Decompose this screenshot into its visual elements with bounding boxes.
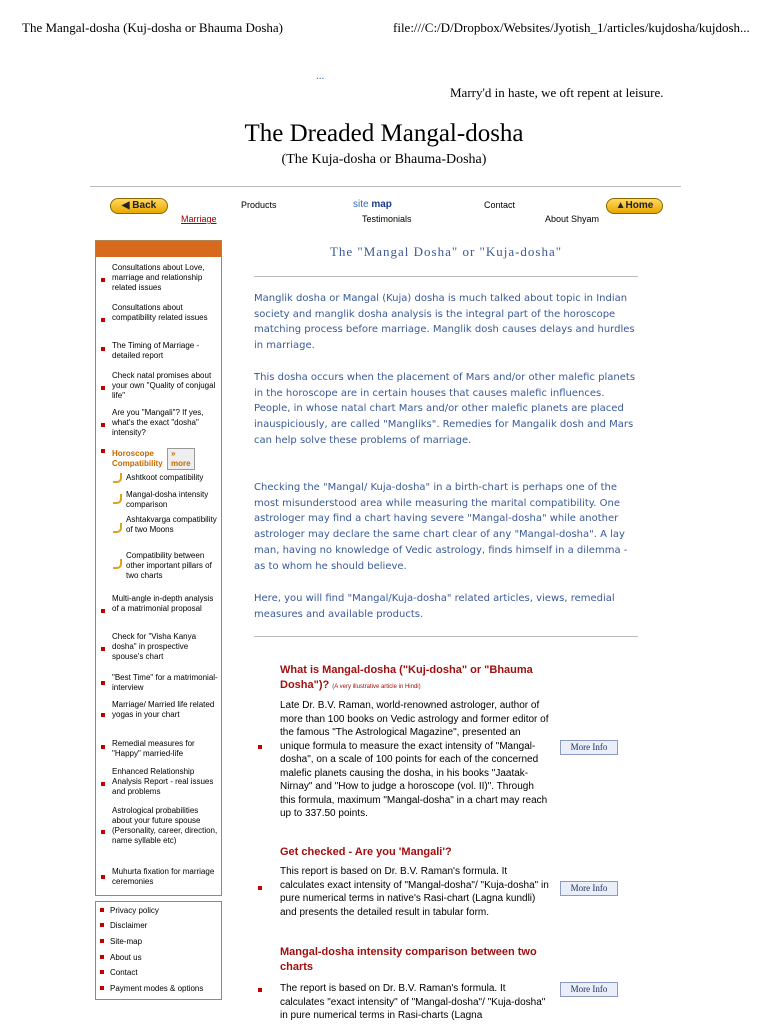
sidebar-sub-ashtkoot[interactable] [126,473,221,483]
sidebar-item-label: Multi-angle in-depth analysis of a matrimonial proposal [112,594,214,613]
article-body: This report is based on Dr. B.V. Raman's formula. It calculates exact intensity of "Mangal-dosha"/ "Kuja-dosha" in pure numerical terms in native's Rasi-chart (Lagna kundli) and presents the detailed result in tabular form. [280,866,549,918]
bullet-icon [101,278,105,282]
link-label: Disclaimer [110,921,148,930]
sidebar-item-label: Astrological probabilities about your future spouse (Personality, career, direction, name syllable etc) [112,806,218,845]
sidebar-item-horoscope-compat[interactable] [112,449,191,469]
sidebar-item-label: Enhanced Relationship Analysis Report - real issues and problems [112,767,214,796]
more-arrow-icon: » [171,449,176,458]
article-title[interactable] [280,663,556,695]
link-label: Privacy policy [110,906,159,915]
article-title[interactable]: Mangal-dosha intensity comparison between two charts [280,946,537,973]
sidebar-item-label: Check for "Visha Kanya dosha" in prospective spouse's chart [112,632,197,661]
article-body: Late Dr. B.V. Raman, world-renowned astrologer, author of more than 100 books on Vedic astrology and former editor of the famous "The Astrological Magazine", presented an unique formula to measure the exact intensity of "Mangal-dosha", on a scale of 100 points for each of the concerned malefic planets causing the dosha, in his books "Jaatak-Nirnay" and "How to judge a horoscope (vol. II)". Through this formula, maximum "Mangal-dosha" in a chart may reach up to 337.50 points. [280,700,549,819]
bullet-icon [100,908,104,912]
sidebar-item-label: Check natal promises about your own "Quality of conjugal life" [112,371,216,400]
page-subheading: (The Kuja-dosha or Bhauma-Dosha) [281,152,487,167]
bullet-icon [100,923,104,927]
page-url: file:///C:/D/Dropbox/Websites/Jyotish_1/articles/kujdosha/kujdosh... [393,20,750,35]
bullet-icon [101,386,105,390]
sidebar-item-label: Remedial measures for "Happy" married-life [112,739,195,758]
article-title[interactable]: Get checked - Are you 'Mangali'? [280,846,452,858]
article-note: (A very illustrative article in Hindi) [332,684,421,690]
sidebar-item-yogas[interactable] [112,700,220,720]
sidebar-item-label: Consultations about compatibility related issues [112,303,208,322]
section-divider [254,276,638,277]
bullet-icon [100,986,104,990]
sitemap-label-b: map [371,199,392,210]
bullet-icon [101,609,105,613]
bullet-icon [101,681,105,685]
article-title-text: What is Mangal-dosha ("Kuj-dosha" or "Bhauma Dosha")? [280,664,533,691]
more-info-button[interactable]: More Info [560,740,618,755]
sidebar-sub-mangal-compare[interactable] [126,490,221,510]
nav-link-testimonials[interactable]: Testimonials [362,214,412,224]
intro-paragraph-1: Manglik dosha or Mangal (Kuja) dosha is much talked about topic in Indian society and manglik dosha analysis is the integral part of the horoscope matching process before marriage. Manglik dosh causes delays and hurdles in marriage. [254,293,635,352]
sidebar-item-future-spouse[interactable] [112,806,220,846]
link-label: About us [110,953,142,962]
section-heading: The "Mangal Dosha" or "Kuja-dosha" [329,244,563,259]
nav-link-contact[interactable]: Contact [484,200,516,210]
sidebar-item-compat-consult[interactable] [112,303,220,323]
bullet-icon [101,318,105,322]
sidebar-item-love-consult[interactable] [112,263,220,293]
back-button[interactable] [110,198,168,214]
sidebar-sub-label: Mangal-dosha intensity comparison [126,490,209,509]
sidebar-item-remedial[interactable] [112,739,220,759]
bullet-icon [101,423,105,427]
sidebar-item-label: Consultations about Love, marriage and relationship related issues [112,263,205,292]
sidebar-item-label: Marriage/ Married life related yogas in your chart [112,700,215,719]
article-body: The report is based on Dr. B.V. Raman's formula. It calculates "exact intensity" of "Mangal-dosha"/ "Kuja-dosha" in pure numerical terms in Rasi-charts (Lagna [280,983,546,1021]
bullet-icon [258,886,262,890]
sidebar-sub-ashtakvarga[interactable] [126,515,221,535]
nav-link-sitemap[interactable] [353,199,392,210]
sidebar-sub-pillars[interactable] [126,551,221,581]
bullet-icon [100,970,104,974]
intro-paragraph-4: Here, you will find "Mangal/Kuja-dosha" related articles, views, remedial measures and available products. [254,593,615,620]
hook-icon [113,559,122,569]
nav-link-products[interactable]: Products [241,200,277,210]
sidebar-sub-label: Compatibility between other important pillars of two charts [126,551,212,580]
hook-icon [113,523,122,533]
home-label: Home [625,200,654,211]
bullet-icon [101,782,105,786]
link-label: Payment modes & options [110,984,204,993]
bullet-icon [258,988,262,992]
link-label: Site-map [110,937,143,946]
sidebar-menu [95,240,222,896]
sidebar-item-best-time[interactable] [112,673,220,693]
intro-paragraph-3: Checking the "Mangal/ Kuja-dosha" in a birth-chart is perhaps one of the most misunderstood area while measuring the marital compatibility. One astrologer may find a chart having severe "Mangal-dosha" while another astrologer may declare the same chart clear of any "Mangal-dosha". A lay man, having no knowledge of Vedic astrology, finds himself in a dilemma - as to whom he should believe. [254,482,628,572]
sidebar-sub-label: Ashtakvarga compatibility of two Moons [126,515,217,534]
sidebar-item-visha-kanya[interactable] [112,632,220,662]
sidebar-item-label: Muhurta fixation for marriage ceremonies [112,867,215,886]
nav-link-marriage[interactable]: Marriage [181,214,217,224]
sidebar-item-label: Horoscope Compatibility [112,449,163,468]
link-privacy[interactable] [110,906,159,915]
home-button[interactable] [606,198,663,214]
bullet-icon [100,955,104,959]
bullet-icon [101,875,105,879]
hook-icon [113,473,122,483]
header-divider [90,186,681,187]
ellipsis-text: ... [316,70,325,82]
sitemap-label-a: site [353,199,369,210]
link-contact[interactable] [110,968,138,977]
page-title-bar: The Mangal-dosha (Kuj-dosha or Bhauma Dosha) [22,20,284,35]
sidebar-sub-label: Ashtkoot compatibility [126,473,204,482]
bullet-icon [101,347,105,351]
nav-link-about[interactable]: About Shyam [545,214,600,224]
sidebar-item-muhurta[interactable] [112,867,220,887]
link-label: Contact [110,968,138,977]
bullet-icon [101,449,105,453]
more-info-button[interactable]: More Info [560,881,618,896]
sidebar-item-label: "Best Time" for a matrimonial-interview [112,673,218,692]
sidebar-links-box [95,901,222,1000]
bullet-icon [101,647,105,651]
link-payment[interactable] [110,984,203,993]
intro-paragraph-2: This dosha occurs when the placement of Mars and/or other malefic planets in the horoscope are in certain houses that causes malefic influences. People, in whose natal chart Mars and/or other malefic planets are placed inauspiciously, are called "Mangliks". Remedies for Mangalik dosh and Mars can help solve these problems of marriage. [254,372,636,446]
sidebar-item-label: Are you "Mangali"? If yes, what's the exact "dosha" intensity? [112,408,204,437]
hook-icon [113,494,122,504]
bullet-icon [101,713,105,717]
motto-quote: Marry'd in haste, we oft repent at leisure. [450,85,664,100]
more-button[interactable] [167,448,195,470]
sidebar-item-timing[interactable] [112,341,220,361]
home-icon: ▲ [615,200,626,211]
sidebar-item-enhanced[interactable] [112,767,220,797]
more-info-button[interactable]: More Info [560,982,618,997]
link-disclaimer[interactable] [110,921,147,930]
more-label: more [171,459,191,468]
sidebar-header-bar [96,241,221,257]
link-about-us[interactable] [110,953,142,962]
sidebar-item-label: The Timing of Marriage - detailed report [112,341,200,360]
section-divider [254,636,638,637]
bullet-icon [258,745,262,749]
sidebar-item-natal[interactable] [112,371,220,401]
bullet-icon [101,830,105,834]
sidebar-item-proposal[interactable] [112,594,220,614]
sidebar-item-mangali[interactable] [112,408,220,438]
page-heading: The Dreaded Mangal-dosha [244,120,524,147]
bullet-icon [100,939,104,943]
back-label: Back [132,200,157,211]
bullet-icon [101,745,105,749]
back-arrow-icon: ◀ [121,200,130,211]
link-sitemap[interactable] [110,937,142,946]
